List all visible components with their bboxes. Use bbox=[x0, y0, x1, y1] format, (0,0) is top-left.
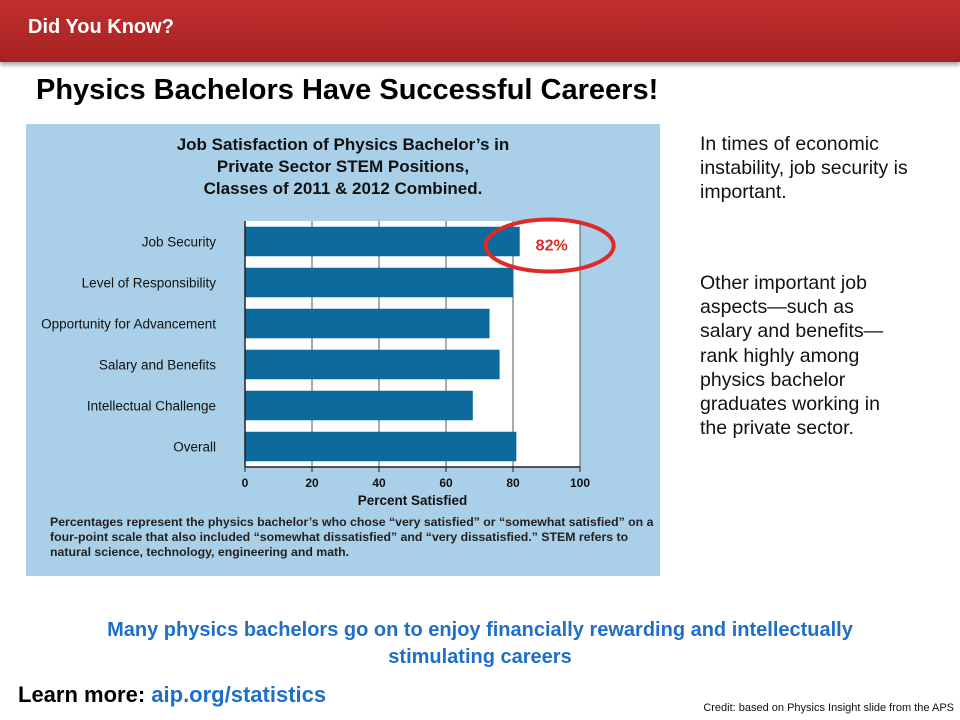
x-tick-label: 80 bbox=[506, 476, 520, 490]
x-tick-label: 100 bbox=[569, 476, 591, 490]
category-label: Opportunity for Advancement bbox=[41, 316, 216, 332]
x-tick-label: 0 bbox=[241, 476, 249, 490]
plot-area bbox=[245, 221, 580, 467]
side-paragraph-1: In times of economic instability, job security is important. bbox=[700, 133, 908, 204]
bar-level-of-responsibility bbox=[245, 268, 513, 298]
credit-text: Credit: based on Physics Insight slide from the APS bbox=[703, 702, 954, 714]
chart-panel bbox=[26, 124, 660, 576]
x-axis-label: Percent Satisfied bbox=[357, 493, 468, 508]
chart-title-line-1: Job Satisfaction of Physics Bachelor’s in bbox=[176, 135, 510, 154]
category-label: Level of Responsibility bbox=[81, 275, 216, 291]
chart-title-line-2: Private Sector STEM Positions, bbox=[216, 157, 470, 176]
x-tick-label: 20 bbox=[305, 476, 319, 490]
x-tick-label: 40 bbox=[372, 476, 386, 490]
learn-more bbox=[18, 682, 326, 708]
chart-title-line-3: Classes of 2011 & 2012 Combined. bbox=[203, 179, 483, 198]
learn-more-label: Learn more: bbox=[18, 682, 146, 707]
bar-intellectual-challenge bbox=[245, 391, 473, 421]
chart-footnote: Percentages represent the physics bachelor’s who chose “very satisfied” or “somewhat satisfied” on a four-point scale that also included “somewhat dissatisfied” and “very dissatisfied.” STEM refers to natural science, technology, engineering and math. bbox=[50, 515, 654, 559]
bar-overall bbox=[245, 432, 516, 462]
side-paragraph-2: Other important job aspects—such as salary and benefits—rank highly among physics bachelor graduates working in the private sector. bbox=[700, 272, 884, 440]
category-label: Salary and Benefits bbox=[98, 357, 216, 373]
bar-chart bbox=[26, 124, 660, 576]
header-label: Did You Know? bbox=[28, 16, 174, 38]
category-label: Overall bbox=[173, 439, 216, 455]
x-tick-label: 60 bbox=[439, 476, 453, 490]
learn-more-link[interactable]: aip.org/statistics bbox=[151, 682, 327, 707]
bar-job-security bbox=[245, 227, 520, 257]
bar-opportunity-for-advancement bbox=[245, 309, 490, 339]
category-label: Intellectual Challenge bbox=[86, 398, 216, 414]
highlight-value-label: 82% bbox=[535, 237, 568, 255]
header-bar bbox=[0, 0, 960, 62]
bar-salary-and-benefits bbox=[245, 350, 500, 380]
page-title: Physics Bachelors Have Successful Careers! bbox=[36, 74, 659, 106]
tagline: Many physics bachelors go on to enjoy financially rewarding and intellectually stimulating careers bbox=[107, 619, 853, 668]
category-label: Job Security bbox=[141, 234, 216, 250]
